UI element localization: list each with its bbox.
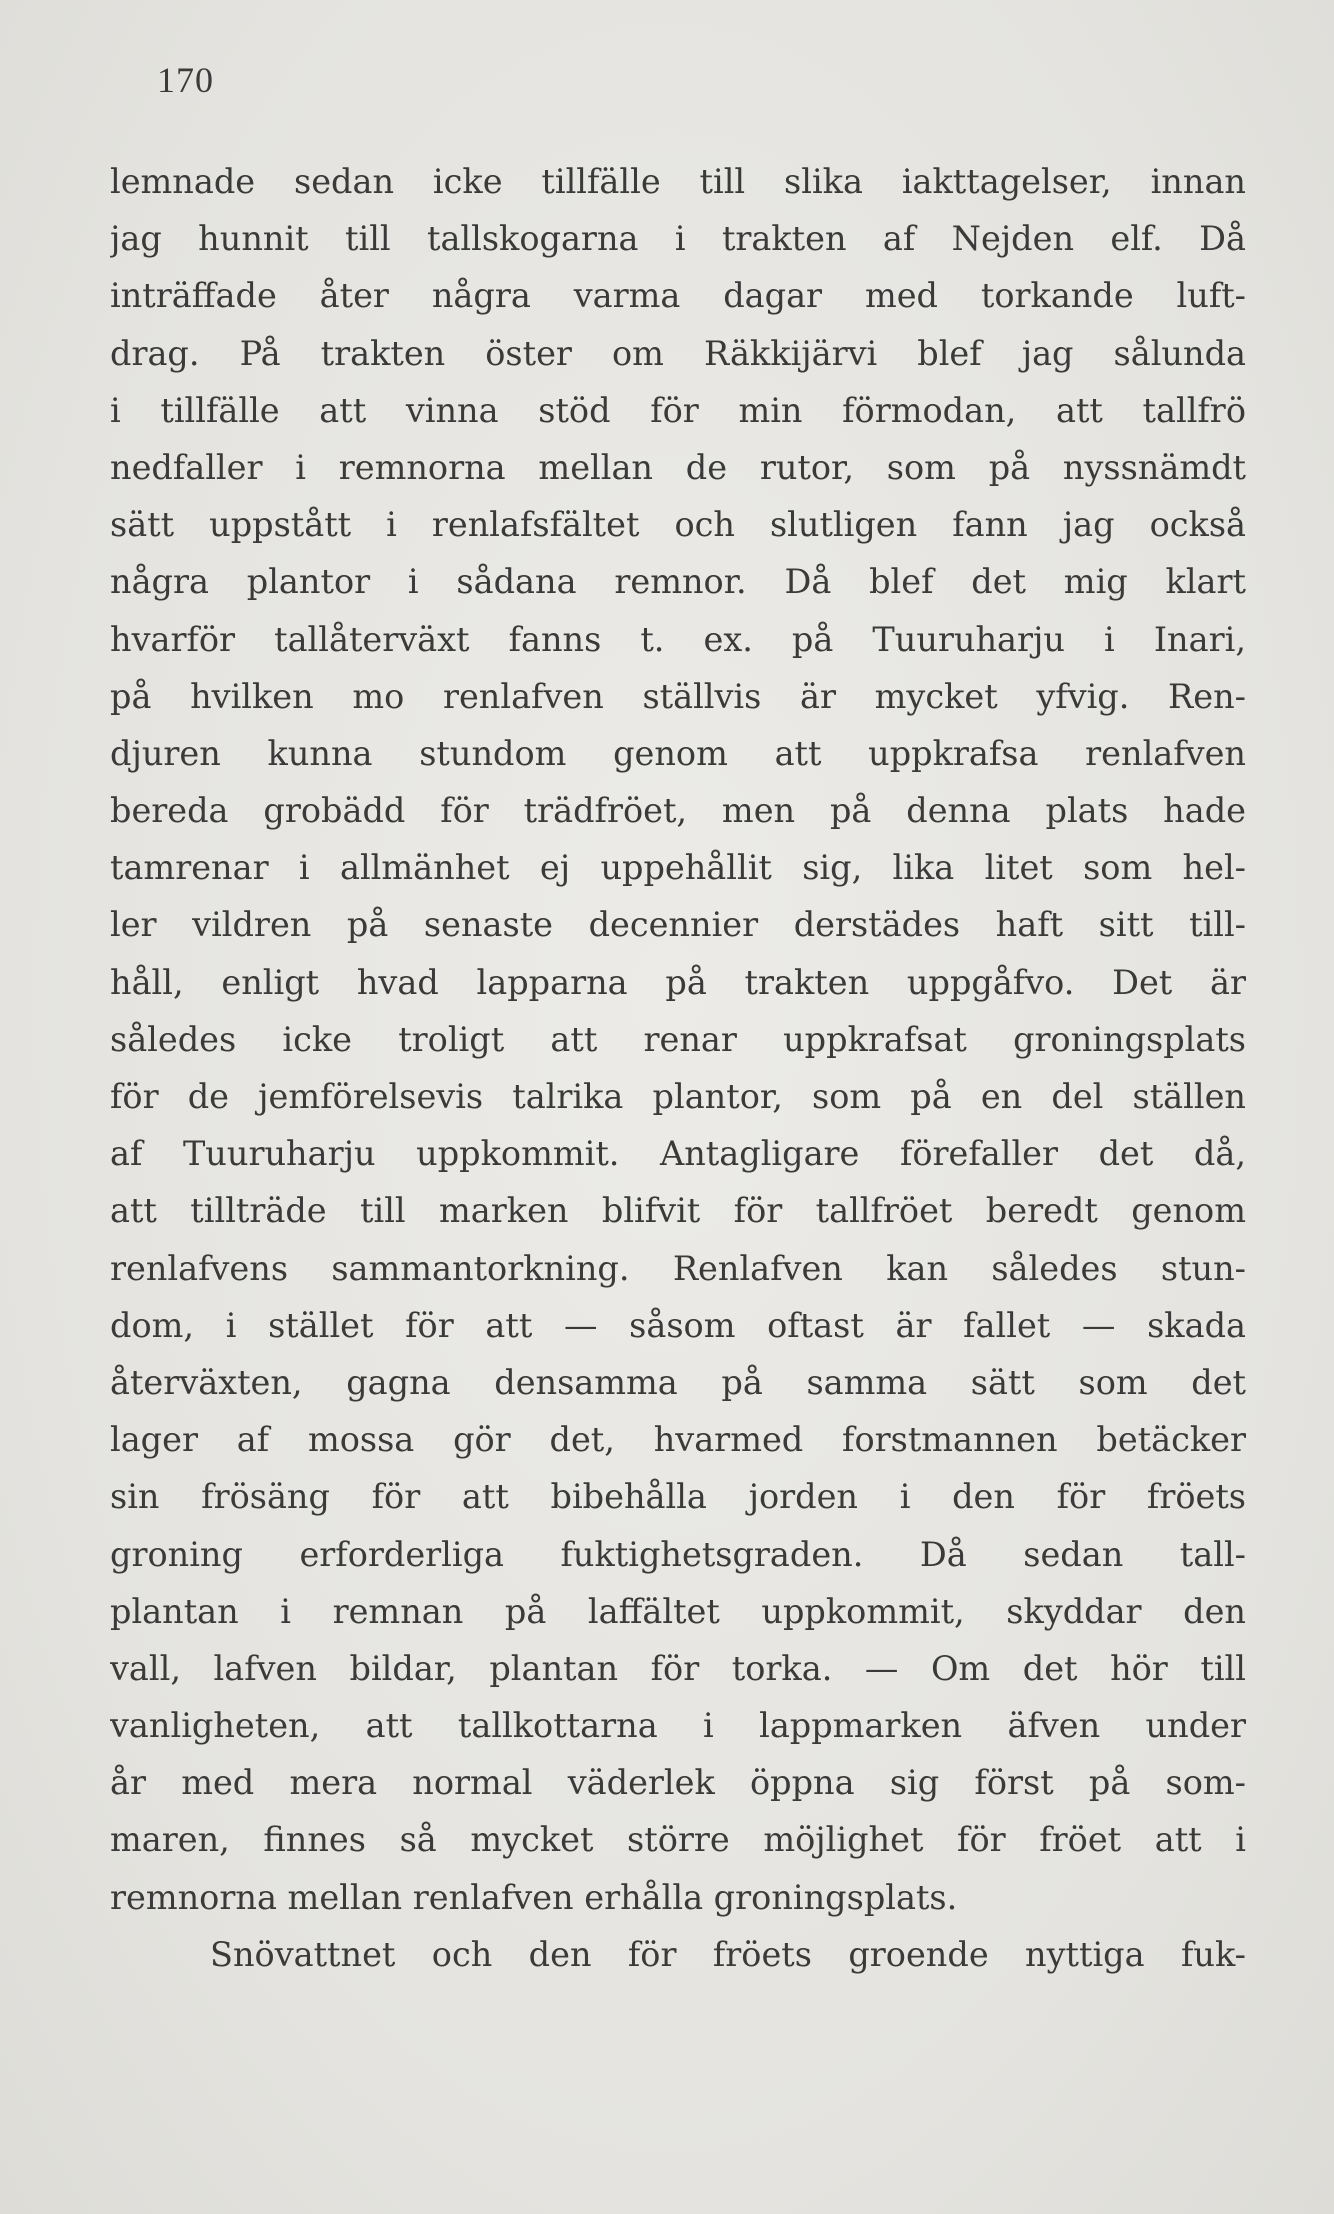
text-line: på hvilken mo renlafven ställvis är mycket yfvig. Ren- (110, 676, 1246, 716)
text-line: sätt uppstått i renlafsfältet och slutligen fann jag också (110, 505, 1246, 545)
text-line: maren, finnes så mycket större möjlighet för fröet att i (110, 1820, 1246, 1860)
text-line: återväxten, gagna densamma på samma sätt som det (110, 1362, 1246, 1402)
body-text (110, 153, 1246, 1983)
text-line: groning erforderliga fuktighetsgraden. Då sedan tall- (110, 1534, 1246, 1574)
text-line: tamrenar i allmänhet ej uppehållit sig, lika litet som hel- (110, 848, 1246, 888)
page-number: 170 (157, 60, 214, 100)
text-line: remnorna mellan renlafven erhålla groningsplats. (110, 1877, 958, 1917)
text-line: lager af mossa gör det, hvarmed forstmannen betäcker (110, 1420, 1246, 1460)
text-line: att tillträde till marken blifvit för tallfröet beredt genom (110, 1191, 1246, 1231)
text-line: vall, lafven bildar, plantan för torka. — Om det hör till (110, 1648, 1246, 1688)
text-line: plantan i remnan på laffältet uppkommit, skyddar den (110, 1591, 1246, 1631)
text-line: nedfaller i remnorna mellan de rutor, som på nyssnämdt (110, 447, 1246, 487)
text-line: i tillfälle att vinna stöd för min förmodan, att tallfrö (110, 390, 1246, 430)
text-line: lemnade sedan icke tillfälle till slika iakttagelser, innan (110, 162, 1246, 201)
text-line: sin frösäng för att bibehålla jorden i den för fröets (110, 1477, 1246, 1517)
text-line: håll, enligt hvad lapparna på trakten uppgåfvo. Det är (110, 962, 1246, 1002)
text-line: ler vildren på senaste decennier derstädes haft sitt till- (110, 905, 1246, 945)
text-line: för de jemförelsevis talrika plantor, som på en del ställen (110, 1077, 1246, 1116)
text-line: djuren kunna stundom genom att uppkrafsa renlafven (110, 733, 1246, 773)
text-line: således icke troligt att renar uppkrafsat groningsplats (110, 1019, 1246, 1059)
text-line: af Tuuruharju uppkommit. Antagligare förefaller det då, (110, 1134, 1246, 1174)
text-line: några plantor i sådana remnor. Då blef det mig klart (110, 562, 1246, 602)
text-line: renlafvens sammantorkning. Renlafven kan således stun- (110, 1248, 1246, 1288)
text-line: Snövattnet och den för fröets groende nyttiga fuk- (210, 1934, 1246, 1974)
text-line: vanligheten, att tallkottarna i lappmarken äfven under (110, 1706, 1246, 1746)
text-line: år med mera normal väderlek öppna sig först på som- (110, 1763, 1246, 1803)
text-line: drag. På trakten öster om Räkkijärvi blef jag sålunda (110, 333, 1246, 373)
text-line: hvarför tallåterväxt fanns t. ex. på Tuuruharju i Inari, (110, 619, 1246, 659)
text-line: jag hunnit till tallskogarna i trakten af Nejden elf. Då (110, 219, 1246, 259)
text-line: dom, i stället för att — såsom oftast är fallet — skada (110, 1305, 1246, 1345)
text-line: inträffade åter några varma dagar med torkande luft- (110, 276, 1246, 316)
text-line: bereda grobädd för trädfröet, men på denna plats hade (110, 791, 1246, 831)
